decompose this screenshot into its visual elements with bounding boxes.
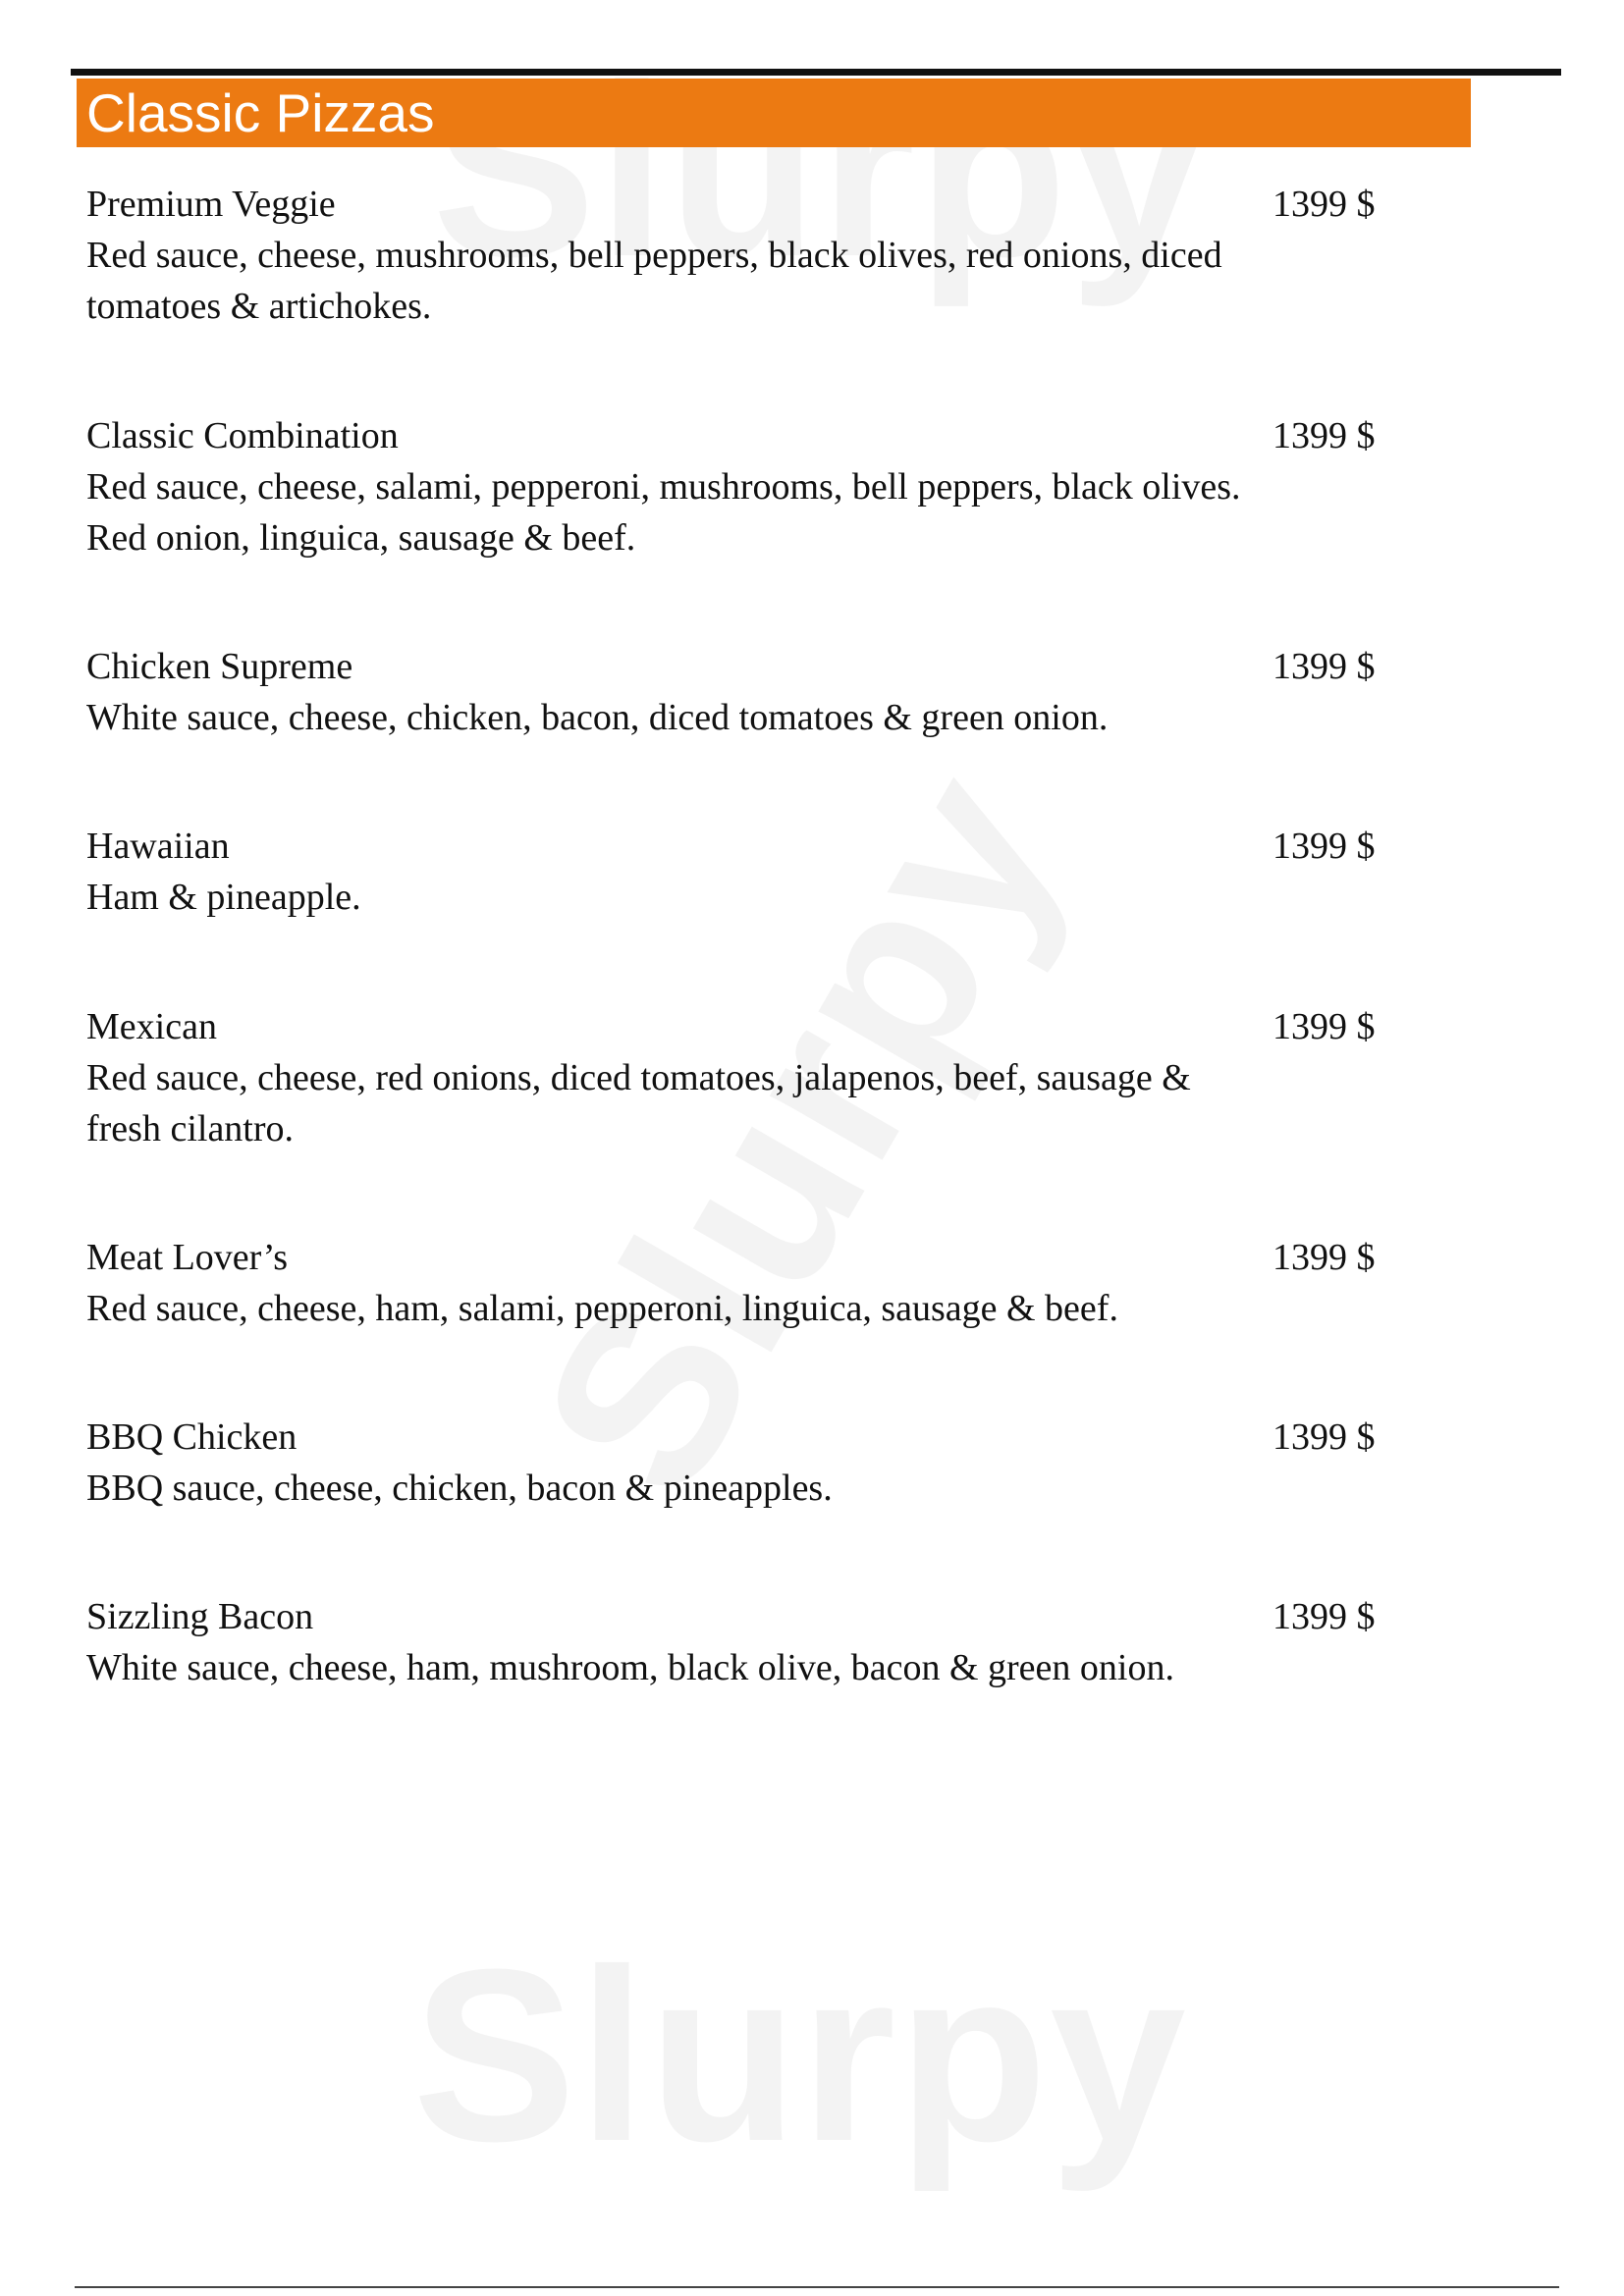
item-description: Ham & pineapple. — [86, 877, 361, 918]
top-divider — [71, 69, 1561, 76]
menu-item — [86, 1591, 1402, 1693]
item-description: Red sauce, cheese, red onions, diced tomatoes, jalapenos, beef, sausage & fresh cilantro. — [86, 1057, 1191, 1149]
item-description: BBQ sauce, cheese, chicken, bacon & pineapples. — [86, 1468, 833, 1509]
menu-item — [86, 1001, 1402, 1154]
item-price: 1399 $ — [1272, 826, 1376, 867]
menu-item — [86, 1232, 1402, 1334]
bottom-divider — [75, 2286, 1559, 2288]
item-name: Meat Lover’s — [86, 1237, 289, 1278]
item-price: 1399 $ — [1272, 1416, 1376, 1458]
item-price: 1399 $ — [1272, 184, 1376, 225]
menu-item — [86, 410, 1402, 563]
item-description: White sauce, cheese, chicken, bacon, diced tomatoes & green onion. — [86, 697, 1109, 738]
item-price: 1399 $ — [1272, 1237, 1376, 1278]
item-description: White sauce, cheese, ham, mushroom, black olive, bacon & green onion. — [86, 1647, 1174, 1688]
item-name: BBQ Chicken — [86, 1416, 298, 1458]
item-name: Premium Veggie — [86, 184, 336, 225]
item-price: 1399 $ — [1272, 415, 1376, 456]
item-price: 1399 $ — [1272, 1006, 1376, 1047]
menu-item — [86, 821, 1402, 923]
item-name: Hawaiian — [86, 826, 230, 867]
menu-item — [86, 641, 1402, 743]
section-header — [77, 79, 1471, 147]
item-name: Chicken Supreme — [86, 646, 353, 687]
menu-item — [86, 1412, 1402, 1514]
item-name: Sizzling Bacon — [86, 1596, 314, 1637]
item-description: Red sauce, cheese, mushrooms, bell peppers, black olives, red onions, diced tomatoes & artichokes. — [86, 235, 1222, 327]
watermark-logo — [412, 1914, 1188, 2196]
menu-item — [86, 179, 1402, 332]
section-title: Classic Pizzas — [86, 82, 435, 143]
item-description: Red sauce, cheese, ham, salami, pepperoni, linguica, sausage & beef. — [86, 1288, 1118, 1329]
item-price: 1399 $ — [1272, 1596, 1376, 1637]
item-price: 1399 $ — [1272, 646, 1376, 687]
item-description: Red sauce, cheese, salami, pepperoni, mushrooms, bell peppers, black olives. Red onion, linguica, sausage & beef. — [86, 466, 1241, 559]
item-name: Mexican — [86, 1006, 217, 1047]
item-name: Classic Combination — [86, 415, 399, 456]
